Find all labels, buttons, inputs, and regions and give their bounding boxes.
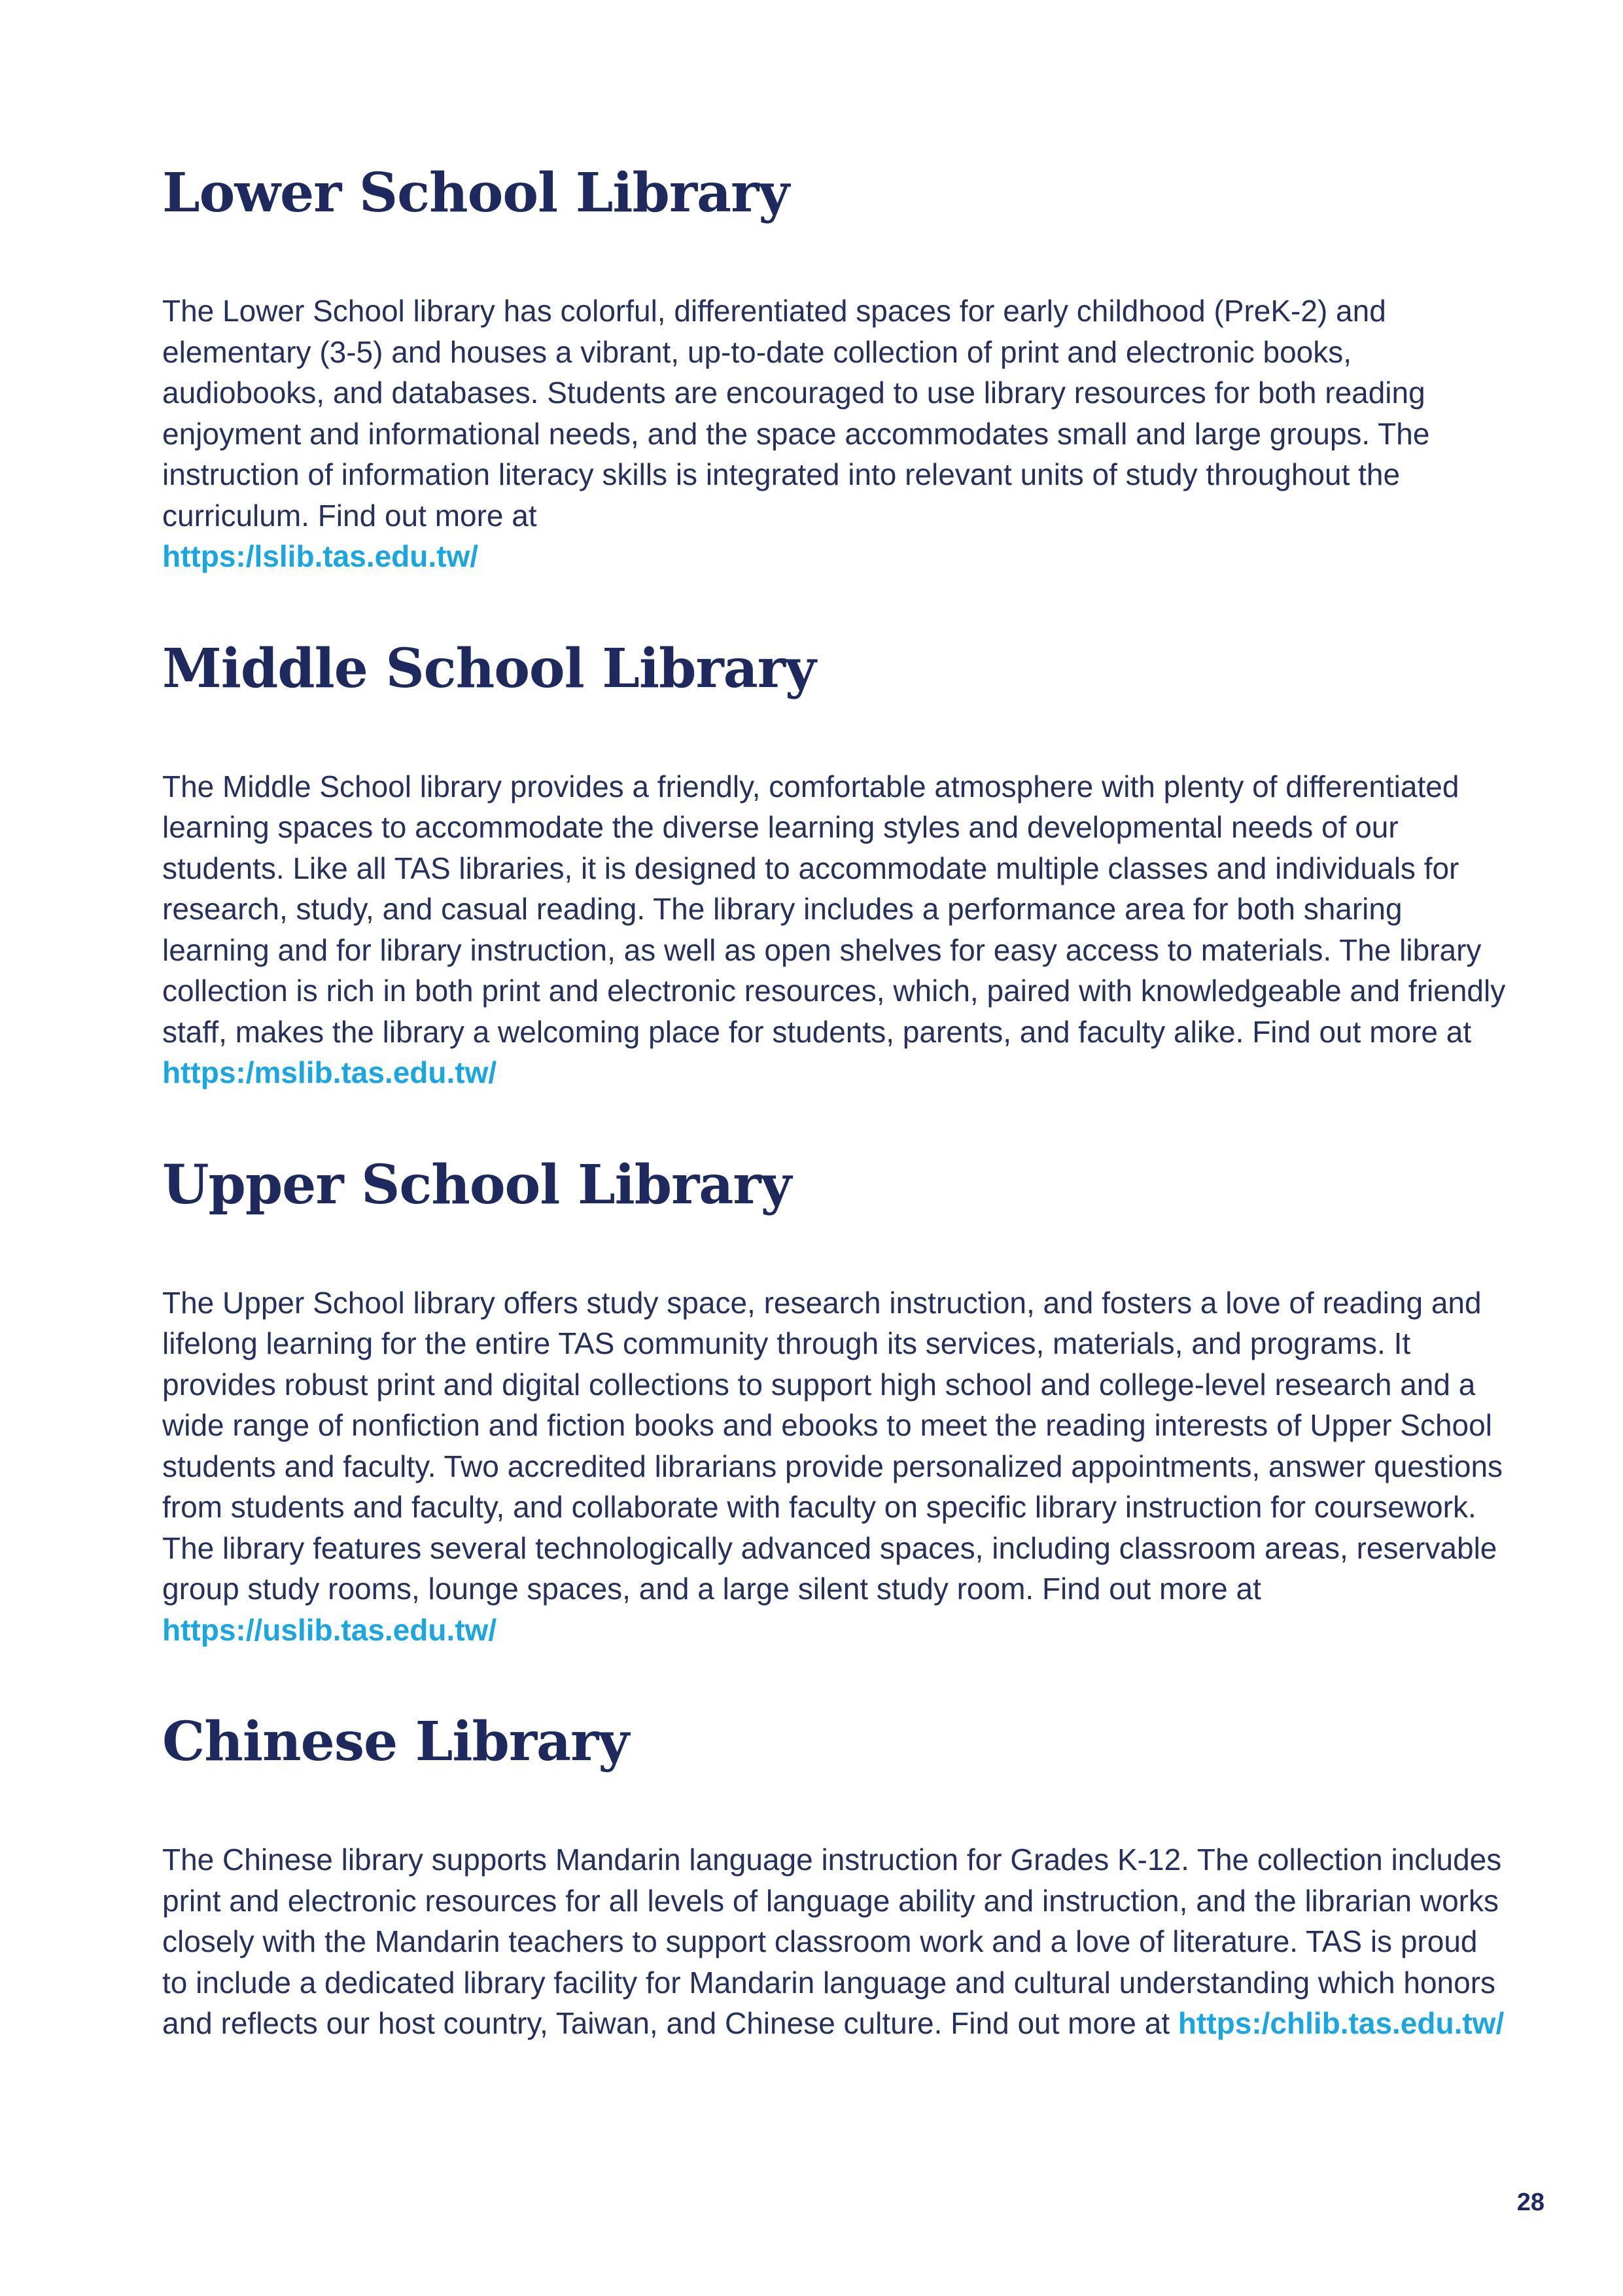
section-body-text: The Upper School library offers study space, research instruction, and fosters a love of reading and lifelong learning for the entire TAS community through its services, materials, and programs. It provides robust print and digital collections to support high school and college-level research and a wide range of nonfiction and fiction books and ebooks to meet the reading interests of Upper School students and faculty. Two accredited librarians provide personalized appointments, answer questions from students and faculty, and collaborate with faculty on specific library instruction for coursework. The library features several technologically advanced spaces, including classroom areas, reservable group study rooms, lounge spaces, and a large silent study room. Find out more at [162,1285,1503,1606]
section-title: Upper School Library [162,1153,792,1216]
middle-school-library-link[interactable]: https:/mslib.tas.edu.tw/ [162,1055,497,1089]
section-title: Lower School Library [162,162,790,224]
section-title: Middle School Library [162,637,816,700]
section-body-text: The Middle School library provides a friendly, comfortable atmosphere with plenty of differentiated learning spaces to accommodate the diverse learning styles and developmental needs of our students. Like all TAS libraries, it is designed to accommodate multiple classes and individuals for research, study, and casual reading. The library includes a performance area for both sharing learning and for library instruction, as well as open shelves for easy access to materials. The library collection is rich in both print and electronic resources, which, paired with knowledgeable and friendly staff, makes the library a welcoming place for students, parents, and faculty alike. Find out more at [162,769,1506,1049]
chinese-library-link[interactable]: https:/chlib.tas.edu.tw/ [1178,2006,1505,2040]
section-upper-school-library [162,1149,1510,1651]
section-body [162,766,1510,1093]
upper-school-library-link[interactable]: https://uslib.tas.edu.tw/ [162,1612,497,1647]
page-content [162,157,1510,2044]
section-chinese-library [162,1706,1510,2044]
section-body-text: The Chinese library supports Mandarin language instruction for Grades K-12. The collection includes print and electronic resources for all levels of language ability and instruction, and the librarian works closely with the Mandarin teachers to support classroom work and a love of literature. TAS is proud to include a dedicated library facility for Mandarin language and cultural understanding which honors and reflects our host country, Taiwan, and Chinese culture. Find out more at [162,1843,1502,2040]
page-number: 28 [1516,2189,1544,2216]
lower-school-library-link[interactable]: https:/lslib.tas.edu.tw/ [162,539,479,573]
section-lower-school-library [162,157,1510,577]
section-middle-school-library [162,633,1510,1093]
section-body [162,291,1510,577]
section-body-text: The Lower School library has colorful, differentiated spaces for early childhood (PreK-2) and elementary (3-5) and houses a vibrant, up-to-date collection of print and electronic books, audiobooks, and databases. Students are encouraged to use library resources for both reading enjoyment and informational needs, and the space accommodates small and large groups. The instruction of information literacy skills is integrated into relevant units of study throughout the curriculum. Find out more at [162,294,1430,533]
section-body [162,1282,1510,1651]
section-title: Chinese Library [162,1710,629,1773]
section-body [162,1839,1510,2044]
